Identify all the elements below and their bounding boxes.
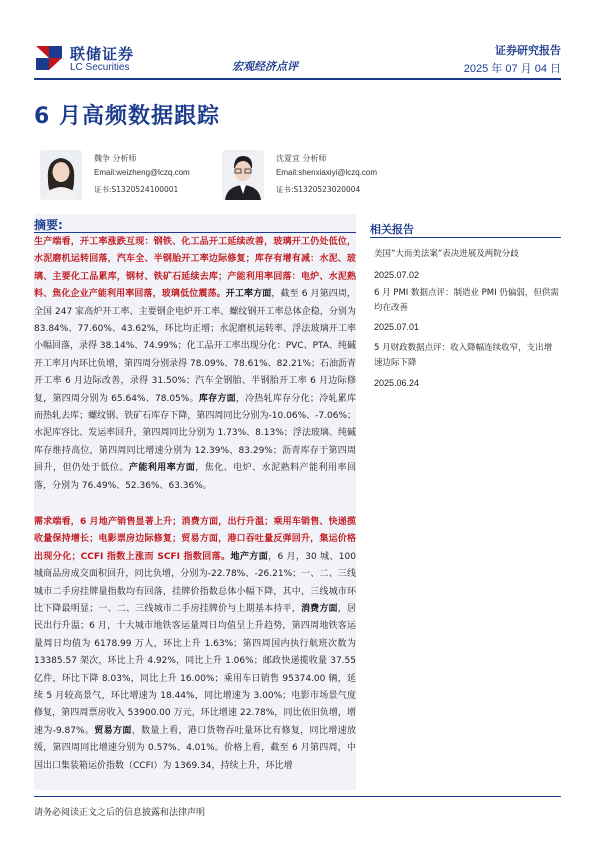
summary-paragraph-production	[34, 234, 356, 495]
report-date: 2025 年 07 月 04 日	[463, 63, 561, 75]
trade-label: 贸易方面	[94, 725, 132, 736]
footer-disclaimer: 请务必阅读正文之后的信息披露和法律声明	[34, 808, 206, 818]
real-estate-text: ，6 月，30 城、100 城商品房成交面积回升，同比负增，分别为-22.78%、-26.21%；一、二、三线城市二手房挂牌量指数均有回落，挂牌价指数总体小幅下降，其中，三线城市环比下降最明显；一、二、三线城市二手房挂牌价与上期基本持平，	[34, 551, 356, 615]
capacity-text: ，焦化、电炉、水泥熟料产能利用率回落，分别为 76.49%、52.36%、63.36%。	[34, 463, 356, 491]
report-type: 证券研究报告	[495, 44, 561, 57]
related-reports-title: 相关报告	[370, 223, 414, 236]
analyst-1-avatar	[40, 150, 82, 200]
related-report-date: 2025.07.02	[374, 270, 420, 280]
inventory-text: ，冷热轧库存分化；冷轧累库而热轧去库；螺纹钢、铁矿石库存下降，第四周同比分别为-10.06%、-7.06%；水泥库容比、发运率回升，第四周同比分别为 1.73%、8.13%；浮法玻璃、纯碱库存维持高位，第四周同比增速分别为 12.39%、83.29%；沥青库存于第四周回升，但仍处于低位。	[34, 393, 356, 474]
related-report-link[interactable]: 6 月 PMI 数据点评：制造业 PMI 仍偏弱，但供需均在改善	[374, 288, 559, 313]
summary-paragraph-demand	[34, 514, 356, 775]
analyst-2-cert: 证书:S1320523020004	[276, 185, 361, 194]
analyst-2-email[interactable]: Email:shenxiaxiyi@lczq.com	[276, 168, 378, 177]
demand-highlight: 需求端看，6 月地产销售显著上升；消费方面，出行升温；乘用车销售、快递揽收量保持增长；电影票房边际修复；贸易方面，港口吞吐量反弹回升，集运价格出现分化；	[34, 517, 356, 562]
related-reports-divider	[370, 237, 561, 238]
consumption-text: ，居民出行升温；6 月，十大城市地铁客运量周日均值呈上升趋势，第四周地铁客运量周日均值为 6178.99 万人，环比上升 1.63%；第四周国内执行航班次数为 13385.57 架次，环比上升 4.92%，同比上升 1.06%；邮政快递揽收量 37.55 亿件，环比下降 8.03%，同比上升 16.00%；乘用车日销售 95374.00 辆，延续 5 月较高景气，环比增速为 18.44%，同比增速为 3.00%；电影市场景气度修复，第四周票房收入 53900.00 万元，环比增速 22.78%，同比依旧负增，增速为-9.87%。	[34, 604, 356, 736]
real-estate-label: 地产方面	[230, 551, 269, 562]
related-report-link[interactable]: 美国“大而美法案”表决进展及两院分歧	[374, 249, 519, 259]
analyst-1-cert: 证书:S1320524100001	[94, 185, 179, 194]
production-highlight: 生产端看，开工率涨跌互现：钢铁、化工品开工延续改善，玻璃开工仍处低位，水泥磨机运转回落，汽车全、半钢胎开工率边际修复；库存有增有减：水泥、玻璃、主要化工品累库，钢材、铁矿石延续去库；产能利用率回落：电炉、水泥熟料、焦化企业产能利用率回落，玻璃低位震荡。	[34, 237, 356, 300]
inventory-label: 库存方面	[198, 393, 236, 404]
analyst-2-avatar	[222, 150, 264, 200]
document-type: 宏观经济点评	[232, 60, 298, 73]
trade-text: ，数量上看，港口货物吞吐量环比有修复，同比增速放缓，第四周同比增速分别为 0.57%、4.01%。价格上看，截至 6 月第四周，中国出口集装箱运价指数（CCFI）为 1369.34，持续上升，环比增	[34, 725, 356, 771]
operating-rate-label: 开工率方面	[225, 289, 272, 300]
analyst-1-email[interactable]: Email:weizheng@lczq.com	[94, 168, 190, 177]
capacity-label: 产能利用率方面	[128, 463, 196, 474]
consumption-label: 消费方面	[300, 604, 338, 615]
freight-index-highlight: CCFI 指数上涨而 SCFI 指数回落。	[80, 551, 231, 562]
header-divider	[34, 78, 561, 80]
page-title: 6 月高频数据跟踪	[34, 104, 220, 129]
analyst-1-name: 魏争 分析师	[94, 154, 137, 163]
related-report-date: 2025.07.01	[374, 322, 420, 332]
related-report-date: 2025.06.24	[374, 378, 420, 388]
company-name-cn: 联储证券	[70, 45, 135, 63]
summary-divider	[34, 232, 356, 233]
company-name-en: LC Securities	[70, 62, 130, 73]
related-report-link[interactable]: 5 月财政数据点评：收入降幅连续收窄，支出增速边际下降	[374, 343, 553, 368]
operating-rate-text: ，截至 6 月第四周，全国 247 家高炉开工率、主要钢企电炉开工率、螺纹钢开工率总体企稳，分别为 83.84%、77.60%、43.62%，环比均正增；水泥磨机运转率、浮法玻璃开工率小幅回落，录得 38.14%、74.99%；化工品开工率出现分化：PVC、PTA、纯碱开工率月内环比负增，第四周分别录得 78.09%、78.61%、82.21%；石油沥青开工率 6 月边际改善，录得 31.50%；汽车全钢胎、半钢胎开工率 6 月边际修复，第四周分别为 65.64%、78.05%。	[34, 289, 356, 404]
company-logo-icon	[34, 42, 64, 74]
summary-title: 摘要:	[34, 218, 63, 232]
footer-divider	[34, 796, 561, 797]
analyst-2-name: 沈夏宜 分析师	[276, 154, 327, 163]
